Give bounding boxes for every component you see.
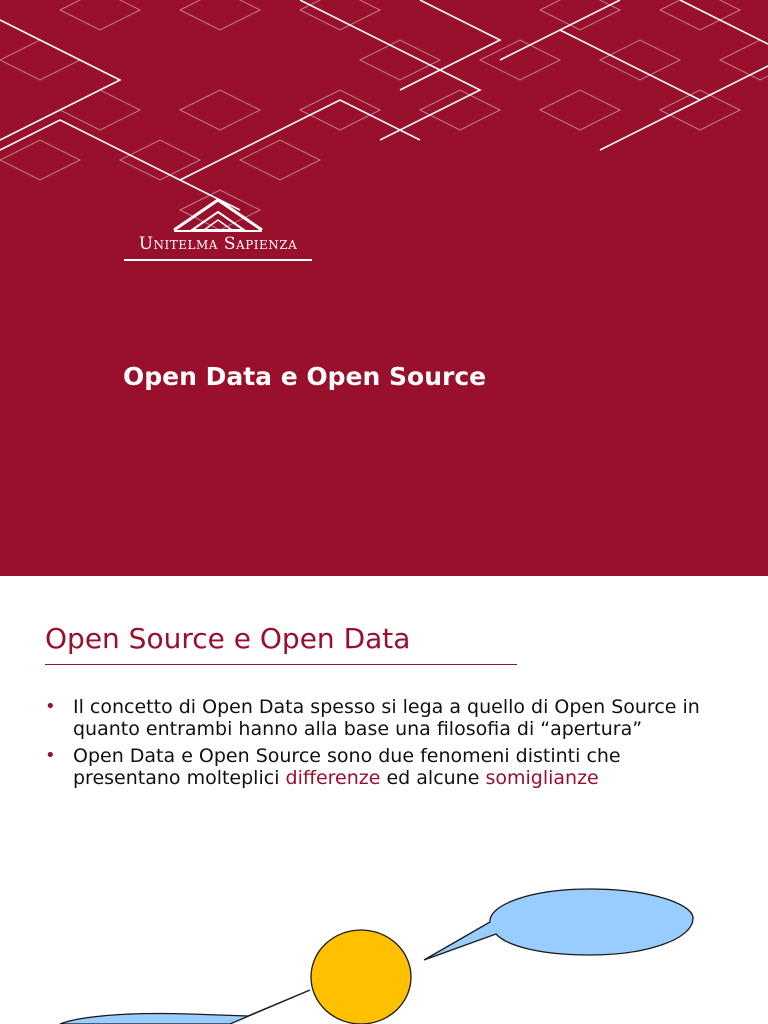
bullet-item [45,696,725,740]
content-slide [0,576,768,1024]
bullet-text-start: Open Data e Open Source sono due fenomeni distinti che presentano molteplici [73,745,621,789]
center-circle [311,930,411,1024]
callout-bubble-left [60,990,310,1024]
callout-bubble-right [424,889,693,960]
roof-triangle-logo-icon [170,196,266,234]
bullet-item [45,745,725,789]
bubble-diagram [0,876,768,1024]
bullet-text: Il concetto di Open Data spesso si lega a quello di Open Source in quanto entrambi hanno alla base una filosofia di “apertura” [73,696,700,740]
slide-heading: Open Source e Open Data [45,622,411,655]
bullet-icon: • [45,696,56,717]
highlight-similarities: somiglianze [485,767,599,789]
bullet-text-middle: ed alcune [380,767,486,789]
bullet-list [45,696,725,794]
heading-divider [45,664,517,665]
university-logo [122,196,314,266]
highlight-differences: differenze [285,767,381,789]
bullet-icon: • [45,745,56,766]
diamond-lattice-pattern [0,0,768,250]
logo-wordmark: Unitelma Sapienza [138,234,298,254]
logo-underline [124,259,312,261]
slide-title: Open Data e Open Source [123,362,487,391]
